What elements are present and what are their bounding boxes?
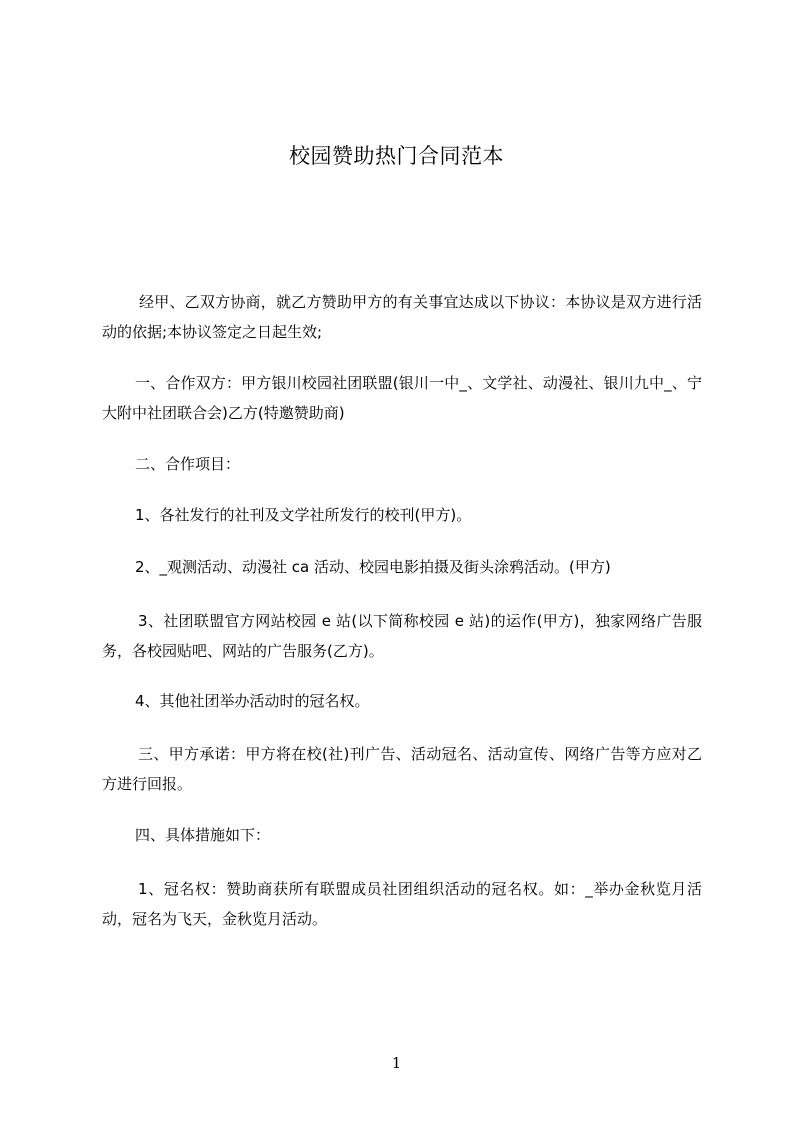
project-item-4: 4、其他社团举办活动时的冠名权。 (135, 692, 370, 710)
intro-paragraph: 经甲、乙双方协商，就乙方赞助甲方的有关事宜达成以下协议：本协议是双方进行活动的依据;本协议签定之日起生效; (102, 293, 702, 341)
project-item-3: 3、社团联盟官方网站校园 e 站(以下简称校园 e 站)的运作(甲方)，独家网络广告服务，各校园贴吧、网站的广告服务(乙方)。 (102, 612, 702, 660)
page-number: 1 (391, 1054, 402, 1072)
document-title: 校园赞助热门合同范本 (289, 144, 504, 168)
project-item-1: 1、各社发行的社刊及文学社所发行的校刊(甲方)。 (135, 506, 472, 524)
section-projects-heading: 二、合作项目： (135, 455, 241, 473)
section-commitment-paragraph: 三、甲方承诺：甲方将在校(社)刊广告、活动冠名、活动宣传、网络广告等方应对乙方进行回报。 (102, 745, 702, 793)
section-parties-paragraph: 一、合作双方：甲方银川校园社团联盟(银川一中_、文学社、动漫社、银川九中_、宁大附中社团联合会)乙方(特邀赞助商) (102, 374, 702, 422)
section-measures-heading: 四、具体措施如下： (135, 826, 271, 844)
project-item-2: 2、_观测活动、动漫社 ca 活动、校园电影拍摄及街头涂鸦活动。(甲方) (135, 558, 611, 576)
measure-item-1: 1、冠名权：赞助商获所有联盟成员社团组织活动的冠名权。如：_举办金秋览月活动，冠名为飞天，金秋览月活动。 (102, 880, 702, 928)
